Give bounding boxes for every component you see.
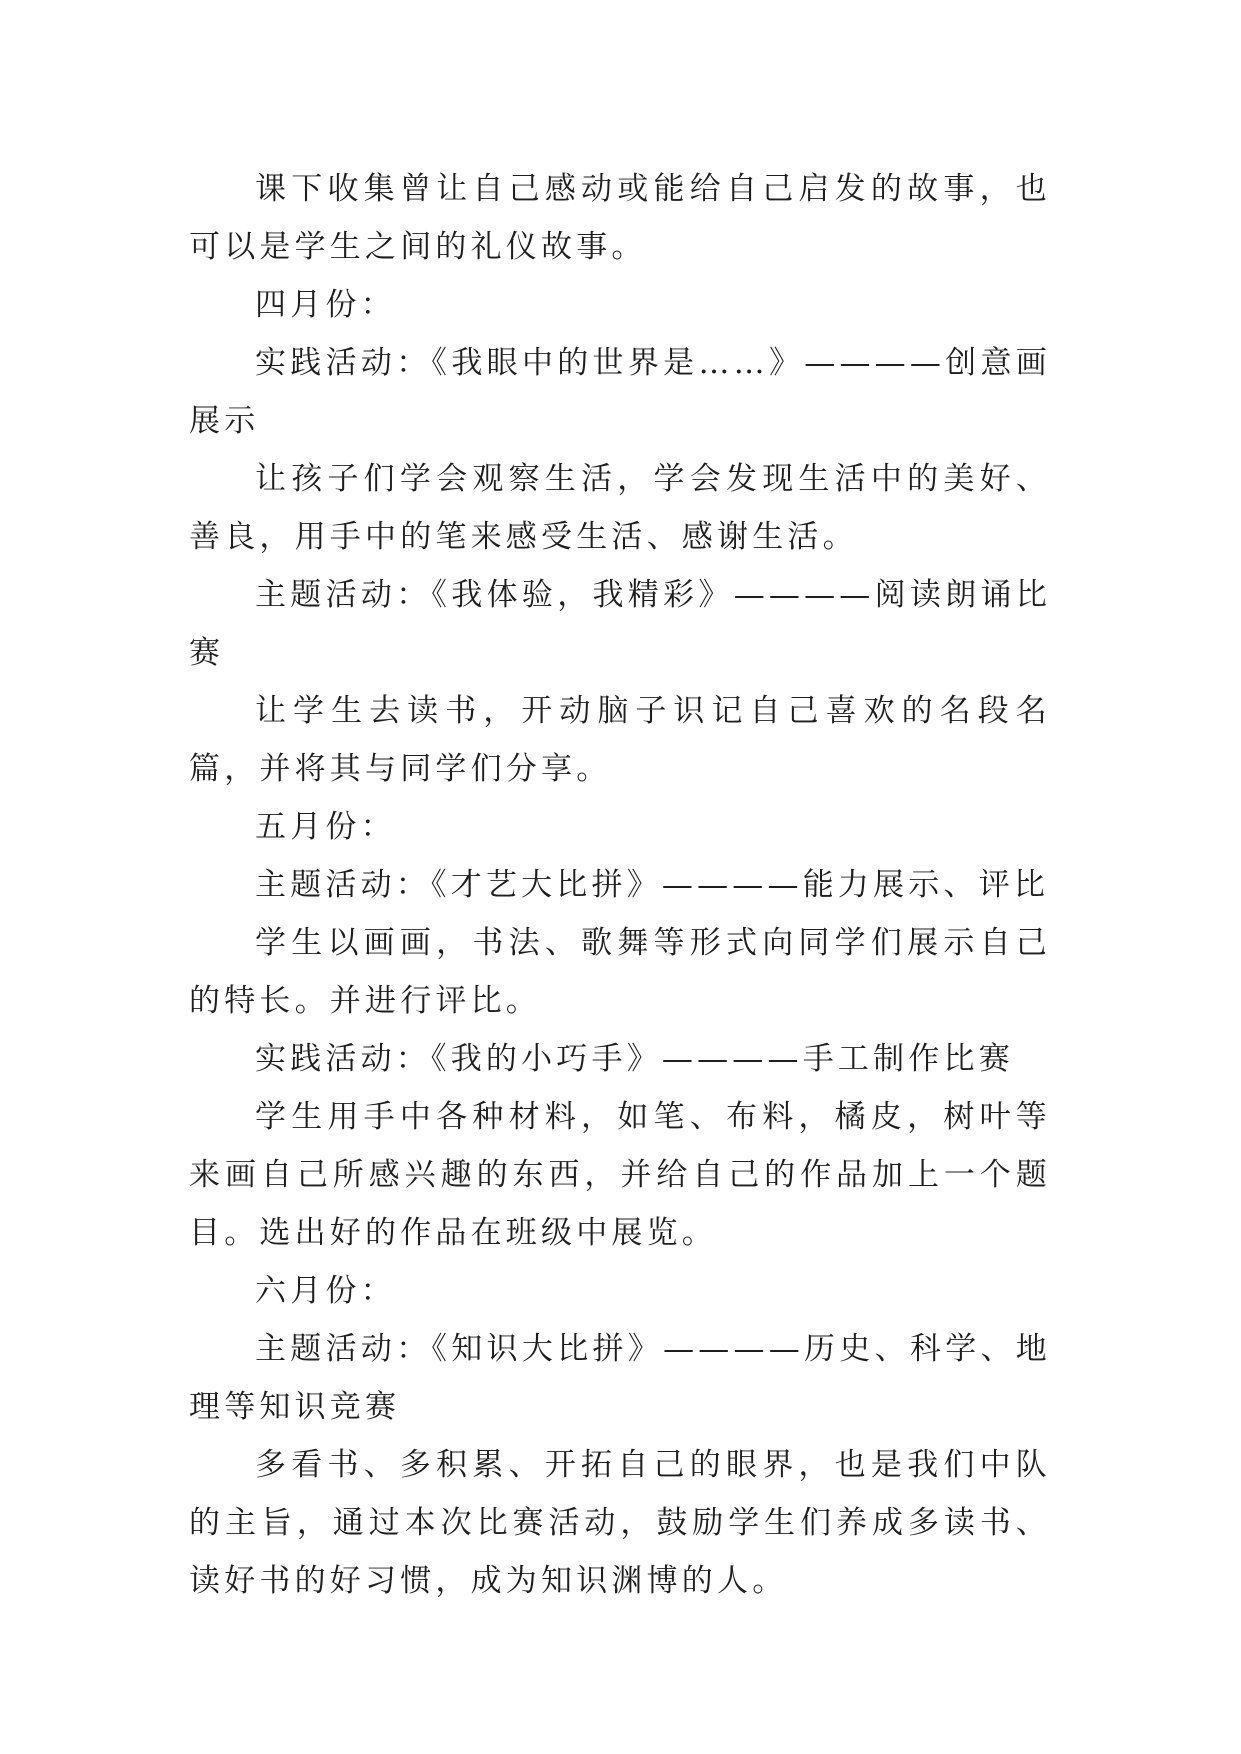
document-body <box>189 160 1051 1610</box>
paragraph-observe-life: 让孩子们学会观察生活，学会发现生活中的美好、善良，用手中的笔来感受生活、感谢生活。 <box>189 461 1051 555</box>
paragraph-knowledge-contest: 主题活动：《知识大比拼》————历史、科学、地理等知识竞赛 <box>189 1331 1051 1425</box>
paragraph-reading-description: 让学生去读书，开动脑子识记自己喜欢的名段名篇，并将其与同学们分享。 <box>189 693 1051 787</box>
paragraph-knowledge-description: 多看书、多积累、开拓自己的眼界，也是我们中队的主旨，通过本次比赛活动，鼓励学生们养成多读书、读好书的好习惯，成为知识渊博的人。 <box>189 1447 1051 1599</box>
heading-may: 五月份： <box>255 809 396 845</box>
heading-april: 四月份： <box>255 287 396 323</box>
paragraph-reading-contest: 主题活动：《我体验，我精彩》————阅读朗诵比赛 <box>189 577 1051 671</box>
paragraph-handcraft-description: 学生用手中各种材料，如笔、布料，橘皮，树叶等来画自己所感兴趣的东西，并给自己的作品加上一个题目。选出好的作品在班级中展览。 <box>189 1099 1051 1251</box>
paragraph-story-collection: 课下收集曾让自己感动或能给自己启发的故事，也可以是学生之间的礼仪故事。 <box>189 171 1051 265</box>
heading-june: 六月份： <box>255 1273 396 1309</box>
paragraph-creative-drawing: 实践活动：《我眼中的世界是……》————创意画展示 <box>189 345 1051 439</box>
paragraph-talent-show: 主题活动：《才艺大比拼》————能力展示、评比 <box>255 867 1050 903</box>
paragraph-handcraft-contest: 实践活动：《我的小巧手》————手工制作比赛 <box>255 1041 1014 1077</box>
paragraph-talent-description: 学生以画画，书法、歌舞等形式向同学们展示自己的特长。并进行评比。 <box>189 925 1051 1019</box>
